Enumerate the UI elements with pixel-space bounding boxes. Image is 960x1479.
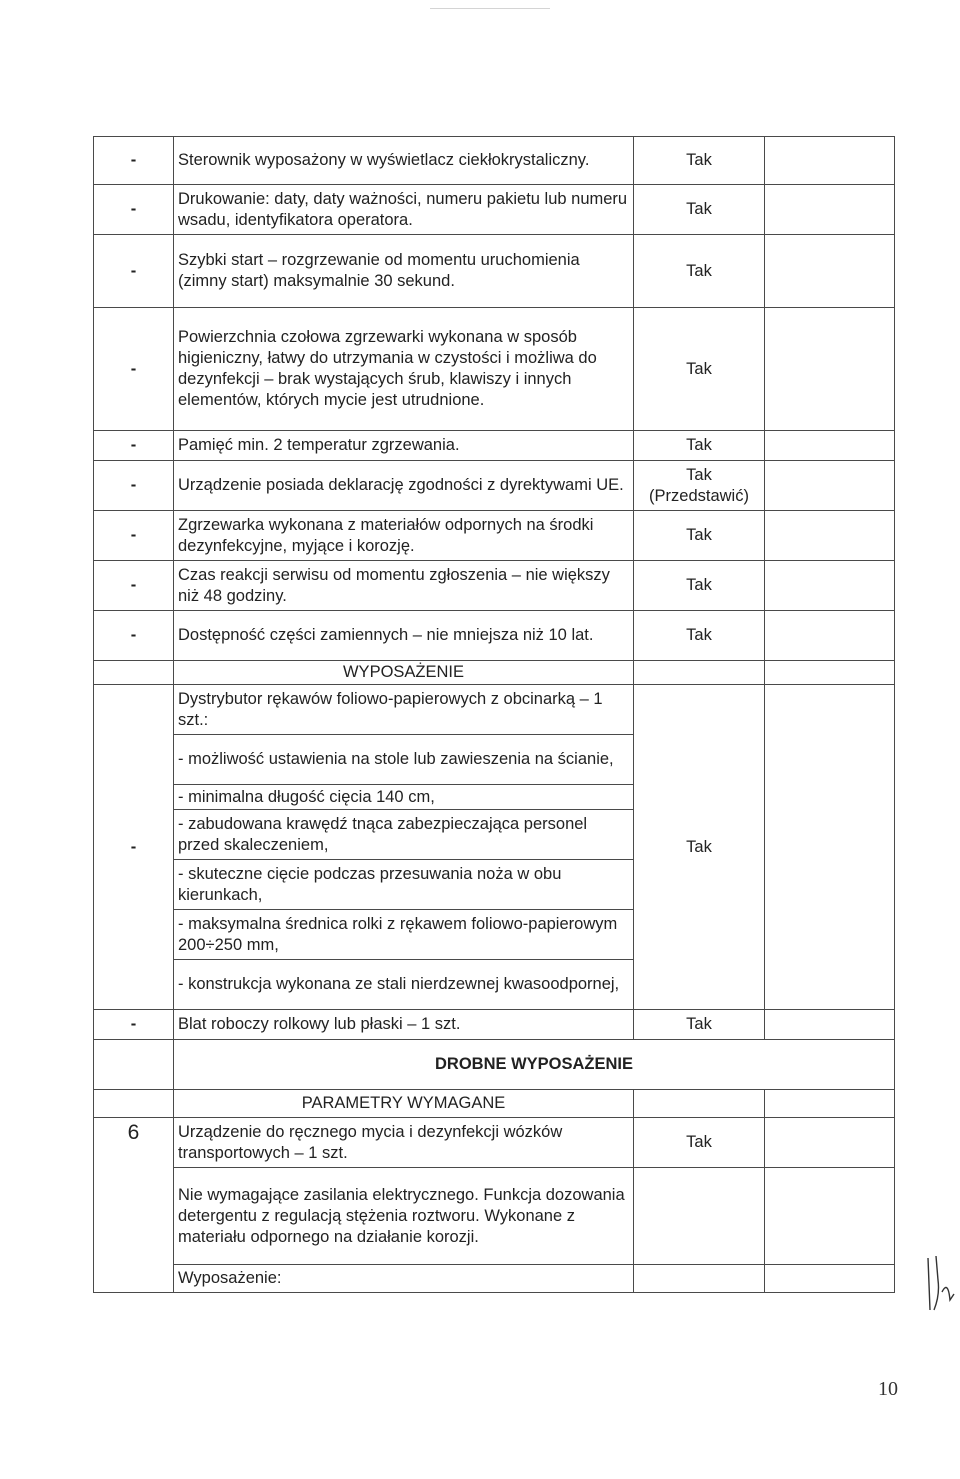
row-description: Nie wymagające zasilania elektrycznego. Funkcja dozowania detergentu z regulacją stężenia roztworu. Wykonane z materiału odpornego na działanie korozji. xyxy=(174,1168,634,1265)
dystrybutor-feature: - minimalna długość cięcia 140 cm, xyxy=(174,785,634,810)
row-remarks xyxy=(765,511,895,561)
row-answer: Tak xyxy=(634,1118,765,1168)
row-remarks xyxy=(765,561,895,611)
row-description: Wyposażenie: xyxy=(174,1265,634,1293)
scan-artifact-line xyxy=(430,8,550,9)
row-bullet: - xyxy=(94,235,174,308)
row-description: Dostępność części zamiennych – nie mniejsza niż 10 lat. xyxy=(174,611,634,661)
row-answer: Tak xyxy=(634,685,765,1010)
row-description: Dystrybutor rękawów foliowo-papierowych z obcinarką – 1 szt.: xyxy=(174,685,634,735)
row-description: Drukowanie: daty, daty ważności, numeru pakietu lub numeru wsadu, identyfikatora operatora. xyxy=(174,185,634,235)
row-remarks xyxy=(765,611,895,661)
row-answer xyxy=(634,1168,765,1265)
row-remarks xyxy=(765,1265,895,1293)
row-bullet: - xyxy=(94,511,174,561)
row-bullet: - xyxy=(94,185,174,235)
table-row xyxy=(94,431,895,461)
table-row xyxy=(94,685,895,735)
row-bullet: - xyxy=(94,308,174,431)
dystrybutor-feature: - konstrukcja wykonana ze stali nierdzewnej kwasoodpornej, xyxy=(174,960,634,1010)
row-bullet: - xyxy=(94,1010,174,1040)
table-row xyxy=(94,1265,895,1293)
row-remarks xyxy=(765,461,895,511)
handwritten-signature xyxy=(920,1250,960,1330)
row-answer: Tak xyxy=(634,611,765,661)
row-bullet: - xyxy=(94,611,174,661)
row-bullet: - xyxy=(94,431,174,461)
row-remarks xyxy=(765,137,895,185)
empty-cell xyxy=(94,661,174,685)
row-answer: Tak xyxy=(634,235,765,308)
row-answer: Tak xyxy=(634,185,765,235)
row-description: Blat roboczy rolkowy lub płaski – 1 szt. xyxy=(174,1010,634,1040)
table-row xyxy=(94,611,895,661)
row-remarks xyxy=(765,308,895,431)
row-answer: Tak xyxy=(634,137,765,185)
section-header-row xyxy=(94,661,895,685)
table-row xyxy=(94,511,895,561)
row-description: Sterownik wyposażony w wyświetlacz ciekłokrystaliczny. xyxy=(174,137,634,185)
row-remarks xyxy=(765,1168,895,1265)
table-row xyxy=(94,461,895,511)
row-bullet: - xyxy=(94,561,174,611)
row-description: Czas reakcji serwisu od momentu zgłoszenia – nie większy niż 48 godziny. xyxy=(174,561,634,611)
empty-cell xyxy=(94,1040,174,1090)
row-remarks xyxy=(765,185,895,235)
row-bullet: - xyxy=(94,685,174,1010)
dystrybutor-feature: - możliwość ustawienia na stole lub zawieszenia na ścianie, xyxy=(174,735,634,785)
row-description: Powierzchnia czołowa zgrzewarki wykonana w sposób higieniczny, łatwy do utrzymania w czystości i możliwa do dezynfekcji – brak wystających śrub, klawiszy i innych elementów, których mycie jest utrudnione. xyxy=(174,308,634,431)
table-row xyxy=(94,1010,895,1040)
empty-cell xyxy=(634,661,765,685)
dystrybutor-feature: - zabudowana krawędź tnąca zabezpieczająca personel przed skaleczeniem, xyxy=(174,810,634,860)
dystrybutor-feature: - maksymalna średnica rolki z rękawem foliowo-papierowym 200÷250 mm, xyxy=(174,910,634,960)
table-row xyxy=(94,1118,895,1168)
section-header-row xyxy=(94,1040,895,1090)
table-row xyxy=(94,137,895,185)
empty-cell xyxy=(94,1090,174,1118)
row-answer xyxy=(634,1265,765,1293)
row-remarks xyxy=(765,235,895,308)
specification-table xyxy=(93,136,895,1293)
row-description: Pamięć min. 2 temperatur zgrzewania. xyxy=(174,431,634,461)
table-row xyxy=(94,1168,895,1265)
row-answer: Tak xyxy=(634,308,765,431)
row-bullet: - xyxy=(94,137,174,185)
dystrybutor-feature: - skuteczne cięcie podczas przesuwania noża w obu kierunkach, xyxy=(174,860,634,910)
empty-cell xyxy=(765,1090,895,1118)
table-row xyxy=(94,185,895,235)
item-number: 6 xyxy=(94,1118,174,1293)
empty-cell xyxy=(634,1090,765,1118)
answer-yes: Tak xyxy=(686,465,712,484)
answer-note: (Przedstawić) xyxy=(649,486,749,505)
row-answer xyxy=(634,461,765,511)
section-header-row xyxy=(94,1090,895,1118)
row-description: Urządzenie do ręcznego mycia i dezynfekcji wózków transportowych – 1 szt. xyxy=(174,1118,634,1168)
row-remarks xyxy=(765,1010,895,1040)
table-row xyxy=(94,561,895,611)
row-answer: Tak xyxy=(634,561,765,611)
section-header-wyposazenie: WYPOSAŻENIE xyxy=(174,661,634,685)
page-number: 10 xyxy=(878,1378,898,1400)
section-header-drobne: DROBNE WYPOSAŻENIE xyxy=(174,1040,895,1090)
section-header-parametry: PARAMETRY WYMAGANE xyxy=(174,1090,634,1118)
row-bullet: - xyxy=(94,461,174,511)
table-row xyxy=(94,235,895,308)
row-answer: Tak xyxy=(634,431,765,461)
row-description: Szybki start – rozgrzewanie od momentu uruchomienia (zimny start) maksymalnie 30 sekund. xyxy=(174,235,634,308)
row-answer: Tak xyxy=(634,511,765,561)
row-description: Zgrzewarka wykonana z materiałów odpornych na środki dezynfekcyjne, myjące i korozję. xyxy=(174,511,634,561)
row-remarks xyxy=(765,431,895,461)
row-remarks xyxy=(765,1118,895,1168)
row-answer: Tak xyxy=(634,1010,765,1040)
row-description: Urządzenie posiada deklarację zgodności z dyrektywami UE. xyxy=(174,461,634,511)
empty-cell xyxy=(765,661,895,685)
table-row xyxy=(94,308,895,431)
row-remarks xyxy=(765,685,895,1010)
